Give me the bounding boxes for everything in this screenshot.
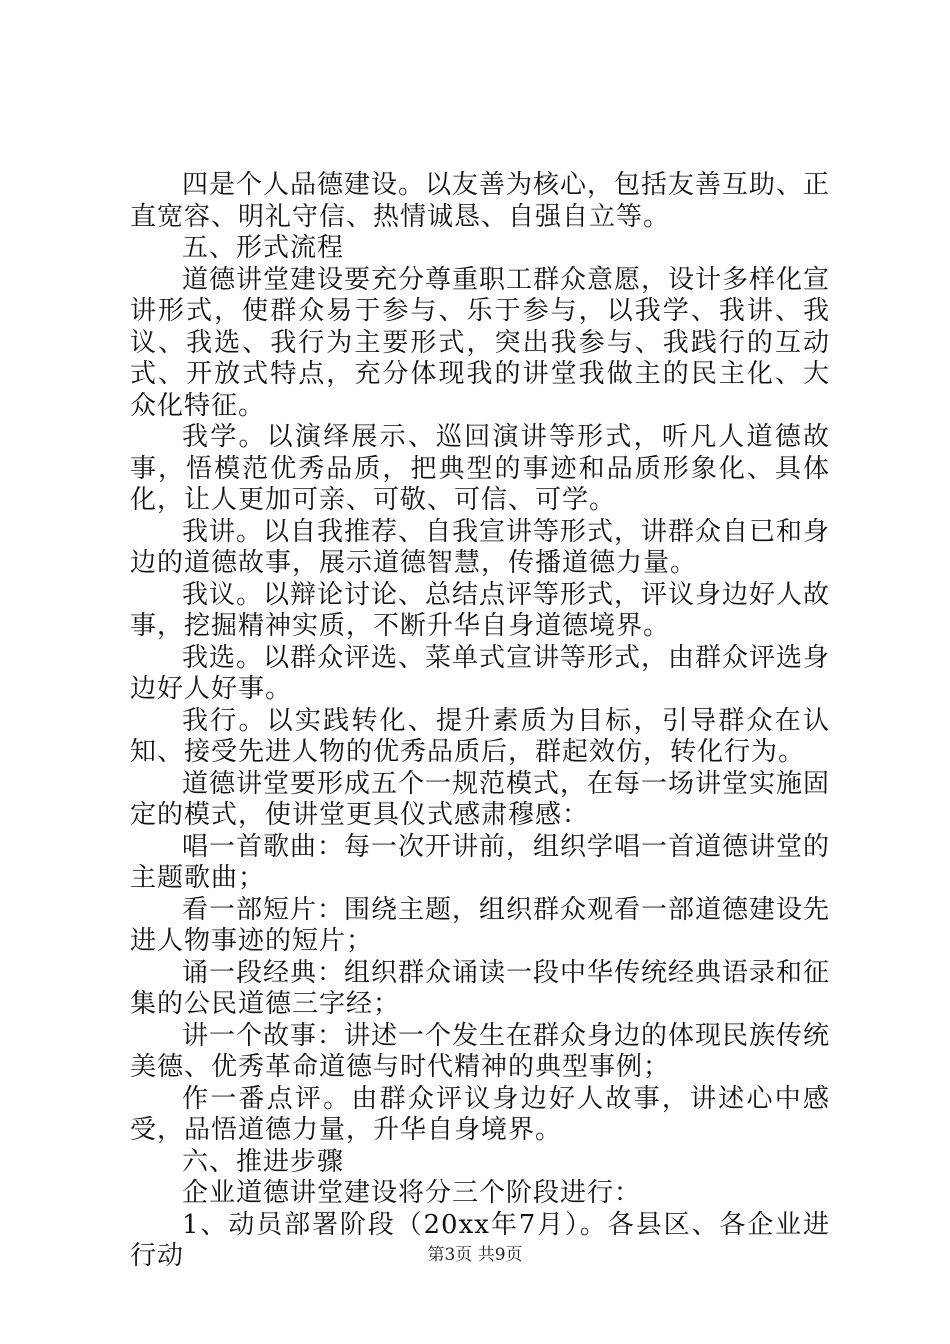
paragraph: 我议。以辩论讨论、总结点评等形式，评议身边好人故事，挖掘精神实质，不断升华自身道德境界。	[130, 579, 831, 641]
page-number-footer: 第3页 共9页	[427, 1245, 523, 1265]
paragraph: 1、动员部署阶段（20xx年7月）。各县区、各企业进行动	[130, 1209, 830, 1271]
paragraph: 讲一个故事：讲述一个发生在群众身边的体现民族传统美德、优秀革命道德与时代精神的典型事例；	[130, 1020, 831, 1082]
paragraph: 我行。以实践转化、提升素质为目标，引导群众在认知、接受先进人物的优秀品质后，群起效仿，转化行为。	[130, 705, 830, 767]
paragraph: 我学。以演绎展示、巡回演讲等形式，听凡人道德故事，悟模范优秀品质，把典型的事迹和品质形象化、具体化，让人更加可亲、可敬、可信、可学。	[130, 422, 830, 515]
section-heading: 五、形式流程	[182, 233, 345, 263]
paragraph: 作一番点评。由群众评议身边好人故事，讲述心中感受，品悟道德力量，升华自身境界。	[130, 1083, 830, 1145]
paragraph: 道德讲堂建设要充分尊重职工群众意愿，设计多样化宣讲形式，使群众易于参与、乐于参与，以我学、我讲、我议、我选、我行为主要形式，突出我参与、我践行的互动式、开放式特点，充分体现我的讲堂我做主的民主化、大众化特征。	[130, 264, 831, 421]
paragraph: 唱一首歌曲：每一次开讲前，组织学唱一首道德讲堂的主题歌曲；	[130, 831, 831, 893]
paragraph: 我讲。以自我推荐、自我宣讲等形式，讲群众自已和身边的道德故事，展示道德智慧，传播道德力量。	[130, 516, 831, 578]
paragraph: 看一部短片：围绕主题，组织群众观看一部道德建设先进人物事迹的短片；	[130, 894, 831, 956]
paragraph: 诵一段经典：组织群众诵读一段中华传统经典语录和征集的公民道德三字经；	[130, 957, 831, 1019]
paragraph: 我选。以群众评选、菜单式宣讲等形式，由群众评选身边好人好事。	[130, 642, 831, 704]
paragraph: 企业道德讲堂建设将分三个阶段进行：	[182, 1178, 642, 1208]
paragraph: 四是个人品德建设。以友善为核心，包括友善互助、正直宽容、明礼守信、热情诚恳、自强自立等。	[130, 170, 831, 232]
paragraph: 道德讲堂要形成五个一规范模式，在每一场讲堂实施固定的模式，使讲堂更具仪式感肃穆感：	[130, 768, 831, 830]
section-heading: 六、推进步骤	[182, 1146, 345, 1177]
document-body	[130, 170, 830, 1273]
